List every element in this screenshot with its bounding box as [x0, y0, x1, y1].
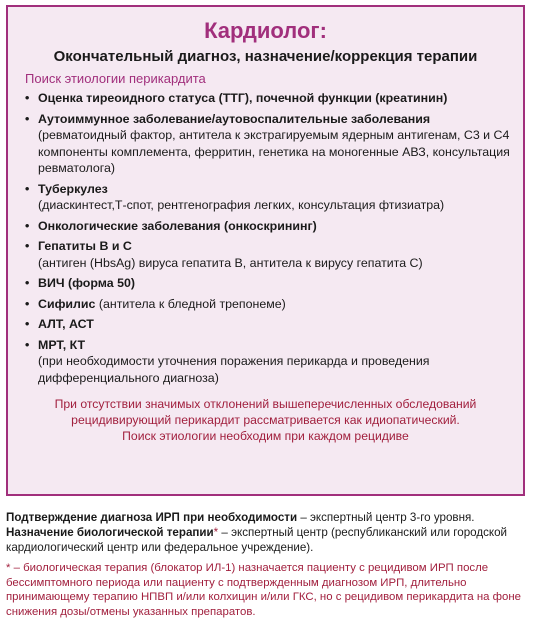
item-title: Онкологические заболевания (онкоскрининг) [38, 218, 317, 233]
therapy-label: Назначение биологической терапии [6, 526, 214, 539]
item-inline: (антитела к бледной трепонеме) [95, 296, 286, 311]
item-detail: (антиген (HbsAg) вируса гепатита В, антитела к вирусу гепатита С) [38, 255, 423, 270]
expert-center-info [6, 510, 526, 619]
bullet-icon: • [25, 337, 30, 352]
item-title: Туберкулез [38, 181, 108, 196]
list-item [8, 337, 523, 387]
bullet-icon: • [25, 239, 30, 253]
item-title: МРТ, КТ [38, 337, 86, 352]
etiology-list [8, 90, 523, 386]
note-line: рецидивирующий перикардит рассматривается как идиопатический. [71, 413, 460, 427]
panel-subtitle: Окончательный диагноз, назначение/коррекция терапии [53, 48, 478, 65]
list-item [8, 181, 523, 214]
item-title: ВИЧ (форма 50) [38, 276, 136, 290]
list-item [8, 238, 523, 271]
confirm-paragraph [6, 510, 526, 525]
item-title: Оценка тиреоидного статуса (ТТГ), почечной функции (креатинин) [38, 91, 448, 105]
item-title: Аутоиммунное заболевание/аутовоспалительные заболевания [38, 111, 431, 126]
bullet-icon: • [25, 91, 30, 105]
item-title: Гепатиты В и С [38, 239, 132, 253]
confirm-label: Подтверждение диагноза ИРП при необходимости [6, 511, 298, 524]
confirm-text: – экспертный центр 3-го уровня. [297, 511, 475, 524]
panel-title: Кардиолог: [204, 18, 327, 43]
footnote: * – биологическая терапия (блокатор ИЛ-1) назначается пациенту с рецидивом ИРП после бессимптомного периода или пациенту с подтвержденным диагнозом ИРП, длительно принимающему терапию НПВП и/или колхицин и/или ГКС, но с рецидивом перикардита на фоне снижения дозы/отмены указанных препаратов. [6, 562, 521, 618]
item-title: Сифилис [38, 296, 96, 311]
list-item [8, 90, 523, 107]
note-line: Поиск этиологии необходим при каждом рецидиве [122, 429, 409, 443]
therapy-text: – экспертный центр (республиканский или городской кардиологический центр или федеральное учреждение). [6, 526, 508, 554]
item-detail: (диаскинтест,Т-спот, рентгенография легких, консультация фтизиатра) [38, 198, 445, 212]
bullet-icon: • [25, 218, 30, 233]
section-label: Поиск этиологии перикардита [25, 71, 206, 86]
list-item [8, 218, 523, 235]
item-detail: (при необходимости уточнения поражения перикарда и проведения дифференциального диагноза) [38, 354, 430, 385]
idiopathic-note [22, 396, 509, 444]
bullet-icon: • [25, 296, 30, 311]
therapy-star: * [213, 526, 219, 539]
list-item [8, 296, 523, 313]
list-item [8, 275, 523, 292]
bullet-icon: • [25, 317, 30, 331]
item-title: АЛТ, АСТ [38, 317, 94, 331]
list-item [8, 316, 523, 333]
bullet-icon: • [25, 276, 30, 290]
note-line: При отсутствии значимых отклонений вышеперечисленных обследований [54, 397, 477, 411]
list-item [8, 111, 523, 177]
cardiologist-panel [6, 5, 525, 496]
therapy-paragraph [6, 525, 526, 555]
item-detail: (ревматоидный фактор, антитела к экстрагируемым ядерным антигенам, С3 и С4 компоненты комплемента, ферритин, генетика на моногенные АВЗ, консультация ревматолога) [38, 128, 510, 175]
bullet-icon: • [25, 111, 30, 126]
bullet-icon: • [25, 181, 30, 196]
